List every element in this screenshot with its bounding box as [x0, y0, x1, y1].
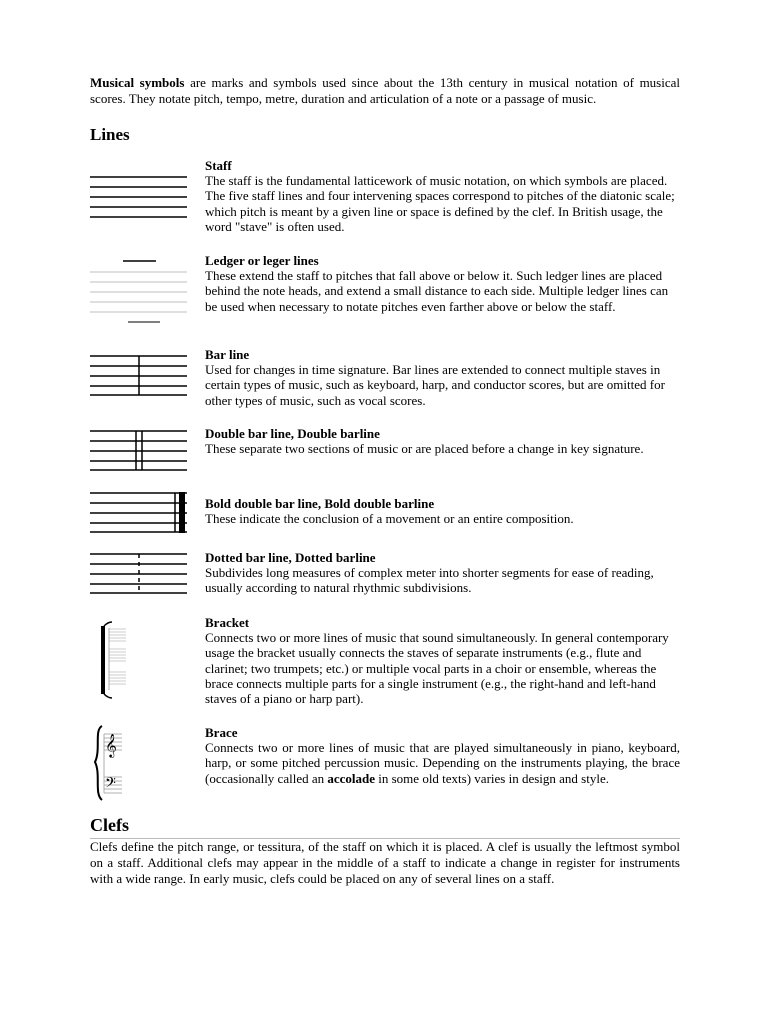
dotted-bar-line-body: Subdivides long measures of complex meter into shorter segments for ease of reading, usually according to natural rhythmic subdivisions. [205, 565, 654, 596]
bass-clef-icon: 𝄢 [105, 775, 116, 795]
clefs-paragraph: Clefs define the pitch range, or tessitura, of the staff on which it is placed. A clef is usually the leftmost symbol on a staff. Additional clefs may appear in the middle of a staff to indicate a change in register for instruments with a wide range. In early music, clefs could be placed on any of several lines on a staff. [90, 839, 680, 886]
bar-line-figure [90, 352, 190, 397]
double-bar-line-body: These separate two sections of music or are placed before a change in key signature. [205, 441, 644, 457]
staff-text [205, 158, 680, 234]
double-bar-line-text [205, 426, 680, 456]
bar-line-text [205, 347, 680, 408]
bar-line-body: Used for changes in time signature. Bar lines are extended to connect multiple staves in certain types of music, such as keyboard, harp, and conductor scores, but are omitted for other types of music, such as vocal scores. [205, 362, 665, 408]
bar-line-title: Bar line [205, 347, 250, 362]
bold-double-bar-line-figure [90, 489, 190, 534]
double-bar-line-figure [90, 427, 190, 472]
double-bar-line-title: Double bar line, Double barline [205, 426, 380, 441]
intro-term: Musical symbols [90, 75, 185, 90]
dotted-bar-line-title: Dotted bar line, Dotted barline [205, 550, 376, 565]
bold-double-bar-line-title: Bold double bar line, Bold double barline [205, 496, 435, 511]
brace-body-bold: accolade [327, 770, 376, 786]
brace-title: Brace [205, 725, 238, 740]
bracket-title: Bracket [205, 615, 250, 630]
brace-text [205, 725, 680, 786]
ledger-figure [90, 254, 190, 329]
brace-body-after: in some old texts) varies in design and style. [378, 770, 609, 786]
ledger-title: Ledger or leger lines [205, 253, 319, 268]
intro-text: are marks and symbols used since about the 13th century in musical notation of musical scores. They notate pitch, tempo, metre, duration and articulation of a note or a passage of music. [90, 75, 681, 106]
treble-clef-icon: 𝄞 [105, 733, 117, 757]
bracket-body: Connects two or more lines of music that sound simultaneously. In general contemporary usage the bracket usually connects the staves of separate instruments (e.g., flute and clarinet; two trumpets; etc.) or multiple vocal parts in a choir or ensemble, whereas the brace connects multiple parts for a single instrument (e.g., the right-hand and left-hand staves of a piano or harp part). [205, 630, 669, 707]
dotted-bar-line-figure [90, 550, 190, 595]
ledger-body: These extend the staff to pitches that fall above or below it. Such ledger lines are placed behind the note heads, and extend a small distance to each side. Multiple ledger lines can be used when necessary to notate pitches even farther above or below the staff. [205, 268, 669, 314]
staff-body: The staff is the fundamental latticework of music notation, on which symbols are placed. The five staff lines and four intervening spaces correspond to pitches of the diatonic scale; which pitch is meant by a given line or space is defined by the clef. In British usage, the word "stave" is often used. [205, 173, 675, 234]
bold-double-bar-line-text [205, 496, 680, 526]
page-content [90, 75, 680, 145]
brace-figure [92, 724, 127, 802]
staff-title: Staff [205, 158, 232, 173]
clefs-heading: Clefs [90, 814, 680, 839]
bold-double-bar-line-body: These indicate the conclusion of a movement or an entire composition. [205, 511, 574, 527]
staff-figure [90, 172, 190, 222]
bracket-figure [96, 620, 131, 700]
lines-heading: Lines [90, 125, 130, 144]
intro-paragraph [90, 75, 680, 107]
brace-body-before: Connects two or more lines of music that are played simultaneously in piano, keyboard, harp, or some pitched percussion music. Depending on the instruments playing, the brace (occasionally called an [205, 740, 680, 786]
ledger-text [205, 253, 680, 314]
bracket-text [205, 615, 680, 706]
dotted-bar-line-text [205, 550, 680, 596]
